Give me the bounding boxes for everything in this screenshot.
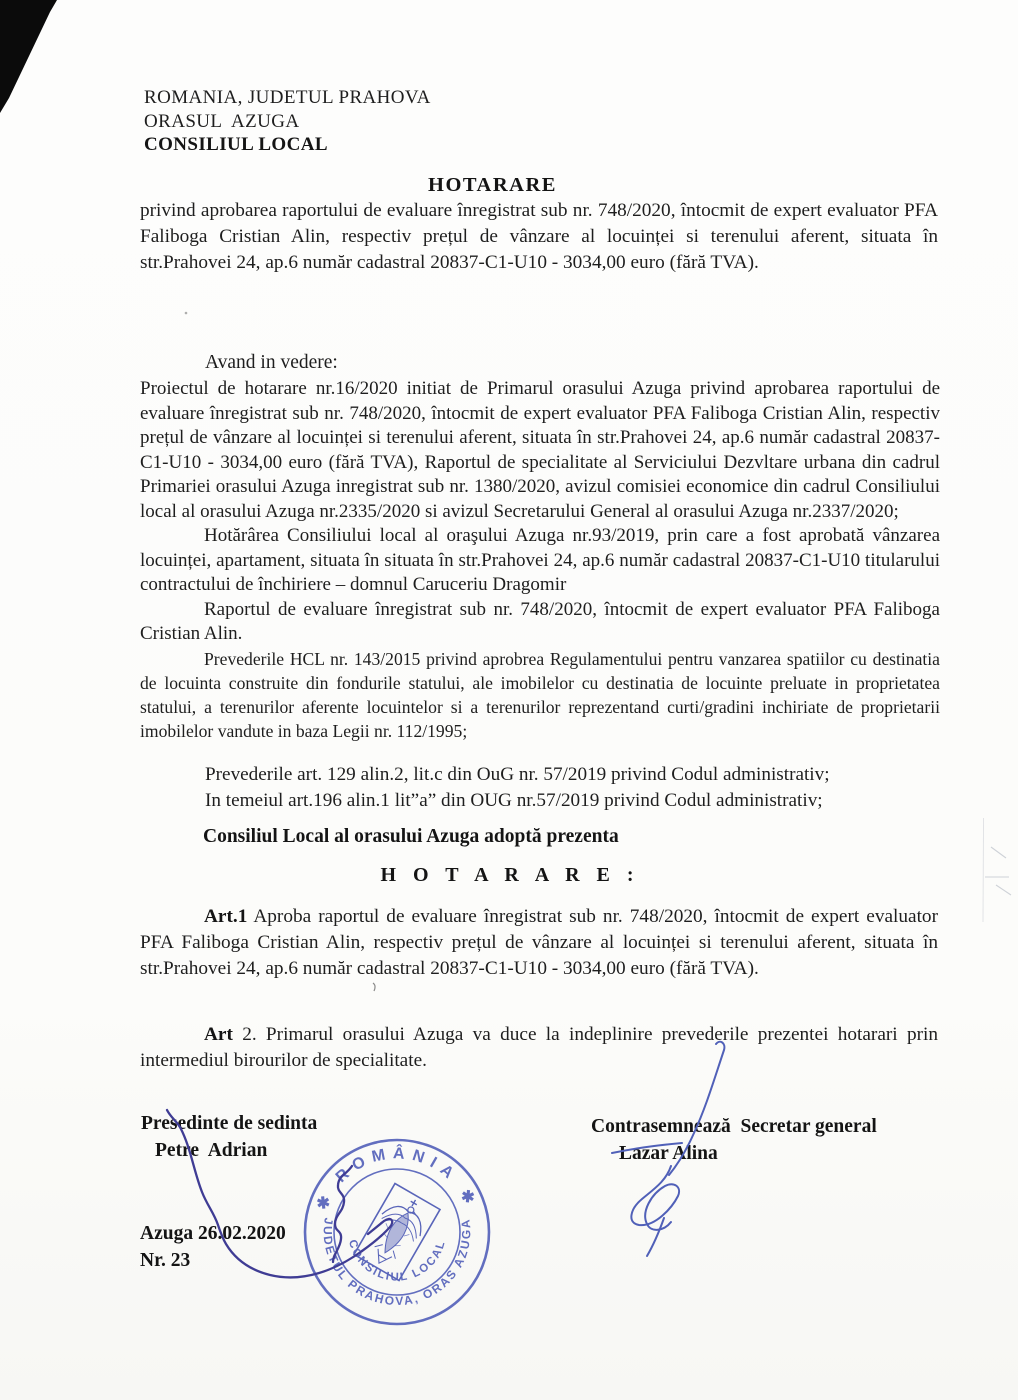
document-title: HOTARARE	[428, 174, 557, 196]
scan-corner-artifact	[0, 0, 57, 113]
adoption-line: Consiliul Local al orasului Azuga adoptă prezenta	[203, 826, 619, 847]
article-1-text: Aproba raportul de evaluare înregistrat sub nr. 748/2020, întocmit de expert evaluator PFA Faliboga Cristian Alin, respectiv prețul de vânzare al locuinței si terenului aferent, situata în str.Prahovei 24, ap.6 număr cadastral 20837-C1-U10 - 3034,00 euro (fără TVA).	[140, 906, 938, 979]
having-regard-line: Avand in vedere:	[205, 352, 338, 373]
legal-basis-block	[205, 762, 935, 813]
svg-text:CONSILIUL LOCAL	[346, 1238, 448, 1283]
scan-edge-marks	[983, 818, 1011, 922]
decision-title: H O T A R A R E :	[380, 864, 640, 886]
article-2-label: Art	[204, 1024, 233, 1045]
president-role: Presedinte de sedinta	[141, 1113, 318, 1134]
legal-basis-line: Prevederile art. 129 alin.2, lit.c din OuG nr. 57/2019 privind Codul administrativ;	[205, 764, 830, 785]
secretary-role: Contrasemnează Secretar general	[591, 1116, 877, 1137]
recital-paragraph: Prevederile HCL nr. 143/2015 privind aprobrea Regulamentului pentru vanzarea spatiilor cu destinatia de locuinta construite din fondurile statului, ale imobilelor cu destinatia de locuinte preluate in proprietatea statului, a terenurilor aferente locuintelor si a terenurilor reprezentand curti/gradini inchiriate de proprietarii imobilelor vandute in baza Legii nr. 112/1995;	[140, 648, 940, 741]
footer-block	[140, 1220, 286, 1274]
signature-block-secretary	[591, 1113, 877, 1167]
document-header	[144, 86, 431, 157]
article-2-text: 2. Primarul orasului Azuga va duce la indeplinire prevederile prezentei hotarari prin intermediul birourilor de specialitate.	[140, 1024, 938, 1071]
article-1	[140, 904, 938, 982]
decision-number: Nr. 23	[140, 1250, 191, 1271]
scan-speck	[373, 983, 375, 991]
svg-text:JUDETUL PRAHOVA, ORAS AZUGA	[321, 1217, 474, 1308]
stamp-inner-bottom-text: CONSILIUL LOCAL	[345, 1238, 449, 1284]
article-1-label: Art.1	[204, 906, 248, 927]
president-name: Petre Adrian	[155, 1140, 268, 1161]
stamp-country-text: ✱ ROMÂNIA ✱	[313, 1145, 481, 1213]
header-council-line: CONSILIUL LOCAL	[144, 134, 328, 155]
stamp-outer-bottom-text: JUDETUL PRAHOVA, ORAS AZUGA	[320, 1216, 474, 1309]
scan-speck	[185, 312, 188, 315]
header-town-line: ORASUL AZUGA	[144, 110, 300, 132]
recital-paragraph: Raportul de evaluare înregistrat sub nr. 748/2020, întocmit de expert evaluator PFA Faliboga Cristian Alin.	[140, 598, 940, 644]
council-stamp	[305, 1140, 489, 1324]
intro-paragraph: privind aprobarea raportului de evaluare înregistrat sub nr. 748/2020, întocmit de expert evaluator PFA Faliboga Cristian Alin, respectiv prețul de vânzare al locuinței si terenului aferent, situata în str.Prahovei 24, ap.6 număr cadastral 20837-C1-U10 - 3034,00 euro (fără TVA).	[140, 200, 938, 273]
stamp-coat-of-arms	[354, 1183, 440, 1280]
legal-basis-line: In temeiul art.196 alin.1 lit”a” din OUG nr.57/2019 privind Codul administrativ;	[205, 789, 823, 811]
place-date: Azuga 26.02.2020	[140, 1223, 286, 1244]
signature-block-president	[141, 1110, 317, 1164]
recital-paragraph: Proiectul de hotarare nr.16/2020 initiat de Primarul orasului Azuga privind aprobarea raportului de evaluare înregistrat sub nr. 748/2020, întocmit de expert evaluator PFA Faliboga Cristian Alin, respectiv prețul de vânzare al locuinței si terenului aferent, situata în str.Prahovei 24, ap.6 număr cadastral 20837-C1-U10 - 3034,00 euro (fără TVA), Raportul de specialitate al Serviciului Dezvltare urbana din cadrul Primariei orasului Azuga inregistrat sub nr. 1380/2020, avizul comisiei economice din cadrul Consiliului local al orasului Azuga nr.2335/2020 si avizul Secretarului General al orasului Azuga nr.2337/2020;	[140, 378, 940, 522]
svg-text:✱ ROMÂNIA ✱	[314, 1143, 480, 1213]
recital-paragraph: Hotărârea Consiliului local al oraşului Azuga nr.93/2019, prin care a fost aprobată vânzarea locuinței, apartament, situata în situata în str.Prahovei 24, ap.6 număr cadastral 20837-C1-U10 titularului contractului de închiriere – domnul Caruceriu Dragomir	[140, 525, 940, 595]
secretary-name: Lazar Alina	[619, 1143, 718, 1164]
recitals-block	[140, 377, 940, 743]
article-2	[140, 1022, 938, 1074]
header-country-line: ROMANIA, JUDETUL PRAHOVA	[144, 87, 431, 108]
